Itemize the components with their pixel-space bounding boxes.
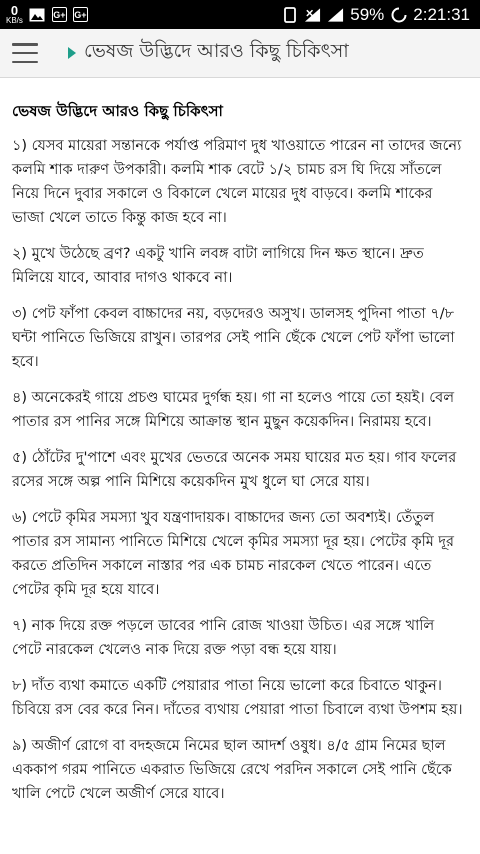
app-title-area [68, 37, 349, 69]
article-paragraph: ৪) অনেকেরই গায়ে প্রচণ্ড ঘামের দুর্গন্ধ হয়। গা না হলেও পায়ে তো হয়ই। বেল পাতার রস পানির সঙ্গে মিশিয়ে আক্রান্ত স্থান মুছুন কয়েকদিন। নিরাময় হবে। [12, 390, 455, 430]
status-bar [0, 0, 480, 29]
article-paragraph: ৯) অজীর্ণ রোগে বা বদহজমে নিমের ছাল আদর্শ ওষুধ। ৪/৫ গ্রাম নিমের ছাল এককাপ গরম পানিতে একরাত ভিজিয়ে রেখে পরদিন সকালে সেই পানি ছেঁকে খালি পেটে খেলে অজীর্ণ সেরে যাবে। [12, 738, 452, 802]
article-paragraph: ২) মুখে উঠেছে ব্রণ? একটু খানি লবঙ্গ বাটা লাগিয়ে দিন ক্ষত স্থানে। দ্রুত মিলিয়ে যাবে, আবার দাগও থাকবে না। [12, 246, 424, 286]
article-title: ভেষজ উদ্ভিদে আরও কিছু চিকিৎসা [12, 102, 223, 120]
article-paragraph: ৫) ঠোঁটের দু'পাশে এবং মুখের ভেতরে অনেক সময় ঘায়ের মত হয়। গাব ফলের রসের সঙ্গে অল্প পানি মিশিয়ে কয়েকদিন মুখ ধুলে ঘা সেরে যায়। [12, 450, 457, 490]
google-plus-icon: G+ [52, 7, 67, 22]
play-arrow-icon [68, 47, 76, 59]
article-paragraph: ৭) নাক দিয়ে রক্ত পড়লে ডাবের পানি রোজ খাওয়া উচিত। এর সঙ্গে খালি পেটে নারকেল খেলেও নাক দিয়ে রক্ত পড়া বন্ধ হয়ে যায়। [12, 618, 435, 658]
google-plus-icon: G+ [73, 7, 88, 22]
article-paragraph: ৮) দাঁত ব্যথা কমাতে একটি পেয়ারার পাতা নিয়ে ভালো করে চিবাতে থাকুন। চিবিয়ে রস বের করে নিন। দাঁতের ব্যথায় পেয়ারা পাতা চিবালে ব্যথা উপশম হয়। [12, 678, 463, 718]
hamburger-menu-icon[interactable] [12, 43, 38, 63]
signal-icon [304, 7, 321, 22]
article-content[interactable] [0, 78, 480, 854]
vibrate-icon [281, 7, 298, 22]
network-speed-value: 0 [10, 3, 19, 18]
image-icon [29, 7, 46, 22]
clock: 2:21:31 [413, 4, 470, 24]
network-speed [6, 4, 23, 25]
article-paragraph: ১) যেসব মায়েরা সন্তানকে পর্যাপ্ত পরিমাণ দুধ খাওয়াতে পারেন না তাদের জন্যে কলমি শাক দারুণ উপকারী। কলমি শাক বেটে ১/২ চামচ রস ঘি দিয়ে সাঁতলে নিয়ে দিনে দুবার সকালে ও বিকালে খেলে মায়ের দুধ বাড়বে। কলমি শাকের ভাজা খেলে তাতে কিন্তু কাজ হবে না। [12, 138, 462, 226]
article-paragraph: ৩) পেট ফাঁপা কেবল বাচ্চাদের নয়, বড়দেরও অসুখ। ডালসহ পুদিনা পাতা ৭/৮ ঘন্টা পানিতে ভিজিয়ে রাখুন। তারপর সেই পানি ছেঁকে খেলে পেট ফাঁপা ভালো হবে। [12, 306, 455, 370]
app-title: ভেষজ উদ্ভিদে আরও কিছু চিকিৎসা [84, 40, 349, 62]
battery-level: 59% [350, 4, 385, 24]
article-paragraph: ৬) পেটে কৃমির সমস্যা খুব যন্ত্রণাদায়ক। বাচ্চাদের জন্য তো অবশ্যই। তেঁতুল পাতার রস সামান্য পানিতে মিশিয়ে খেলে কৃমির সমস্যা দূর হয়। পেটের কৃমি দূর করতে প্রতিদিন সকালে নাস্তার পর এক চামচ নারকেল খেতে পারেন। এতে পেটের কৃমি দূর হয়ে যাবে। [12, 510, 454, 598]
signal-icon [327, 7, 344, 22]
app-bar [0, 29, 480, 78]
battery-saver-icon [390, 7, 407, 22]
network-speed-unit: KB/s [6, 16, 23, 25]
